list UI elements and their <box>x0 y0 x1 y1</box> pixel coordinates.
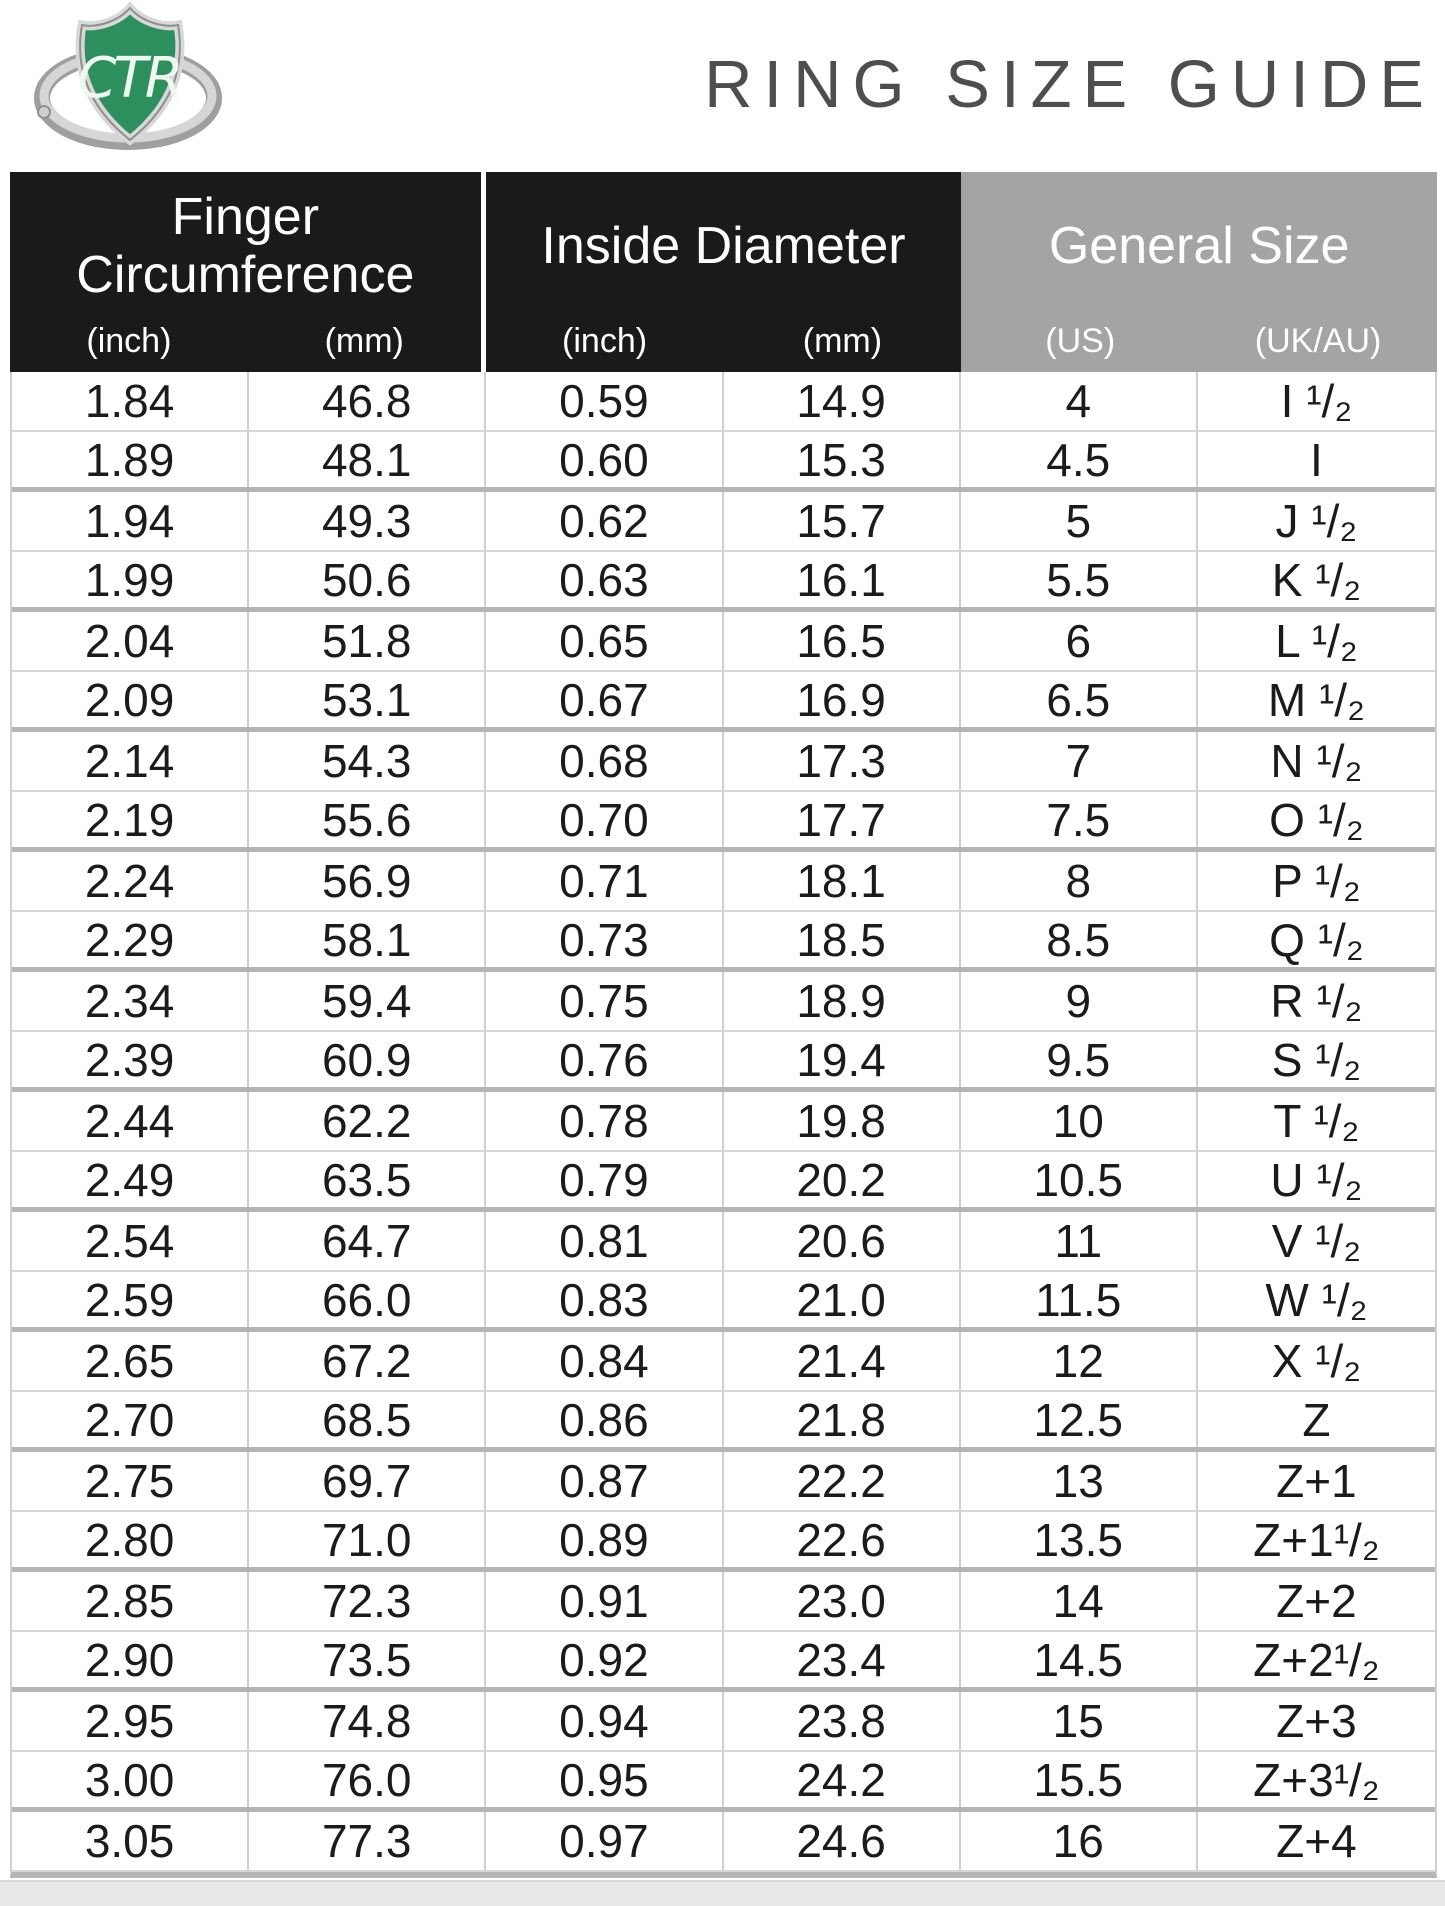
cell-size-us: 16 <box>961 1812 1198 1870</box>
cell-diameter-mm: 18.5 <box>724 912 961 967</box>
cell-circumference-inch: 2.09 <box>12 672 249 727</box>
cell-diameter-mm: 16.5 <box>724 612 961 670</box>
cell-circumference-mm: 53.1 <box>249 672 486 727</box>
cell-diameter-inch: 0.76 <box>486 1032 723 1087</box>
cell-circumference-mm: 66.0 <box>249 1272 486 1327</box>
logo-text: CTR <box>77 46 181 111</box>
unit-circumference-mm: (mm) <box>248 320 486 372</box>
page-title: RING SIZE GUIDE <box>704 47 1435 122</box>
table-row <box>12 972 1435 1032</box>
cell-diameter-inch: 0.67 <box>486 672 723 727</box>
cell-circumference-inch: 2.49 <box>12 1152 249 1207</box>
cell-circumference-mm: 69.7 <box>249 1452 486 1510</box>
group-finger-circumference: Finger Circumference <box>10 172 486 320</box>
cell-size-uk-au: Z+3¹/₂ <box>1253 1753 1380 1806</box>
cell-size-uk-au: R ¹/₂ <box>1270 975 1363 1027</box>
cell-diameter-mm: 24.2 <box>724 1752 961 1807</box>
cell-circumference-mm: 56.9 <box>249 852 486 910</box>
table-row <box>12 792 1435 852</box>
cell-size-us: 15.5 <box>961 1752 1198 1807</box>
cell-circumference-mm: 60.9 <box>249 1032 486 1087</box>
cell-size-uk-au: Z+2 <box>1276 1575 1357 1627</box>
cell-size-us: 4 <box>961 372 1198 430</box>
table-row <box>12 1212 1435 1272</box>
cell-size-uk-au: S ¹/₂ <box>1271 1033 1362 1086</box>
cell-circumference-mm: 67.2 <box>249 1332 486 1390</box>
cell-circumference-mm: 62.2 <box>249 1092 486 1150</box>
cell-diameter-inch: 0.78 <box>486 1092 723 1150</box>
cell-diameter-mm: 23.4 <box>724 1632 961 1687</box>
units-row <box>10 320 1437 372</box>
table-row <box>12 732 1435 792</box>
unit-size-uk-au: (UK/AU) <box>1199 320 1437 372</box>
cell-circumference-inch: 1.84 <box>12 372 249 430</box>
cell-diameter-mm: 21.0 <box>724 1272 961 1327</box>
table-row <box>12 1692 1435 1752</box>
table-row <box>12 1812 1435 1872</box>
cell-diameter-inch: 0.71 <box>486 852 723 910</box>
cell-circumference-inch: 2.90 <box>12 1632 249 1687</box>
cell-size-us: 11 <box>961 1212 1198 1270</box>
cell-circumference-inch: 2.19 <box>12 792 249 847</box>
table-rows <box>10 372 1437 1878</box>
cell-circumference-inch: 3.00 <box>12 1752 249 1807</box>
cell-circumference-inch: 3.05 <box>12 1812 249 1870</box>
cell-size-us: 5 <box>961 492 1198 550</box>
cell-diameter-inch: 0.87 <box>486 1452 723 1510</box>
cell-diameter-mm: 18.1 <box>724 852 961 910</box>
table-row <box>12 672 1435 732</box>
unit-size-us: (US) <box>961 320 1199 372</box>
cell-diameter-inch: 0.89 <box>486 1512 723 1567</box>
ring-size-table <box>10 172 1437 1878</box>
cell-size-us: 5.5 <box>961 552 1198 607</box>
group-inside-diameter: Inside Diameter <box>486 172 962 320</box>
cell-diameter-mm: 17.7 <box>724 792 961 847</box>
cell-circumference-inch: 1.89 <box>12 432 249 487</box>
cell-diameter-inch: 0.79 <box>486 1152 723 1207</box>
cell-diameter-mm: 21.4 <box>724 1332 961 1390</box>
cell-circumference-inch: 2.14 <box>12 732 249 790</box>
cell-diameter-mm: 16.1 <box>724 552 961 607</box>
table-row <box>12 1512 1435 1572</box>
cell-diameter-inch: 0.63 <box>486 552 723 607</box>
cell-size-uk-au: K ¹/₂ <box>1271 553 1362 606</box>
cell-size-us: 14.5 <box>961 1632 1198 1687</box>
cell-size-us: 7 <box>961 732 1198 790</box>
cell-diameter-mm: 19.4 <box>724 1032 961 1087</box>
cell-circumference-mm: 72.3 <box>249 1572 486 1630</box>
cell-diameter-mm: 23.0 <box>724 1572 961 1630</box>
unit-diameter-mm: (mm) <box>723 320 961 372</box>
cell-size-uk-au: N ¹/₂ <box>1270 735 1363 787</box>
cell-size-uk-au: V ¹/₂ <box>1271 1215 1362 1267</box>
cell-circumference-mm: 59.4 <box>249 972 486 1030</box>
cell-circumference-mm: 74.8 <box>249 1692 486 1750</box>
cell-circumference-inch: 2.70 <box>12 1392 249 1447</box>
table-row <box>12 1392 1435 1452</box>
cell-size-uk-au: U ¹/₂ <box>1270 1153 1363 1206</box>
cell-size-uk-au: J ¹/₂ <box>1275 495 1358 547</box>
table-row <box>12 1632 1435 1692</box>
cell-size-uk-au: W ¹/₂ <box>1265 1273 1368 1326</box>
cell-circumference-mm: 55.6 <box>249 792 486 847</box>
cell-diameter-inch: 0.81 <box>486 1212 723 1270</box>
cell-circumference-inch: 1.94 <box>12 492 249 550</box>
cell-size-uk-au: Q ¹/₂ <box>1269 913 1364 966</box>
cell-diameter-inch: 0.65 <box>486 612 723 670</box>
cell-size-uk-au: Z <box>1302 1393 1331 1446</box>
table-row <box>12 552 1435 612</box>
cell-diameter-mm: 20.2 <box>724 1152 961 1207</box>
cell-diameter-mm: 20.6 <box>724 1212 961 1270</box>
table-row <box>12 912 1435 972</box>
cell-size-us: 8.5 <box>961 912 1198 967</box>
ctr-ring-logo <box>26 2 236 158</box>
table-row <box>12 372 1435 432</box>
cell-circumference-inch: 2.95 <box>12 1692 249 1750</box>
cell-size-uk-au: Z+1 <box>1276 1455 1357 1507</box>
cell-size-us: 12.5 <box>961 1392 1198 1447</box>
cell-diameter-mm: 21.8 <box>724 1392 961 1447</box>
cell-diameter-inch: 0.70 <box>486 792 723 847</box>
cell-size-uk-au: Z+2¹/₂ <box>1253 1633 1380 1686</box>
cell-size-us: 13.5 <box>961 1512 1198 1567</box>
cell-diameter-mm: 17.3 <box>724 732 961 790</box>
cell-diameter-mm: 22.2 <box>724 1452 961 1510</box>
table-row <box>12 1152 1435 1212</box>
cell-diameter-mm: 16.9 <box>724 672 961 727</box>
cell-circumference-mm: 46.8 <box>249 372 486 430</box>
cell-circumference-inch: 2.04 <box>12 612 249 670</box>
cell-size-uk-au: Z+1¹/₂ <box>1253 1513 1380 1566</box>
cell-circumference-mm: 49.3 <box>249 492 486 550</box>
cell-circumference-inch: 2.75 <box>12 1452 249 1510</box>
footer-strip <box>0 1880 1445 1906</box>
cell-circumference-mm: 76.0 <box>249 1752 486 1807</box>
cell-diameter-inch: 0.92 <box>486 1632 723 1687</box>
table-row <box>12 1332 1435 1392</box>
table-row <box>12 1092 1435 1152</box>
cell-diameter-inch: 0.68 <box>486 732 723 790</box>
cell-circumference-mm: 50.6 <box>249 552 486 607</box>
cell-diameter-mm: 15.3 <box>724 432 961 487</box>
table-row <box>12 1452 1435 1512</box>
table-row <box>12 1032 1435 1092</box>
cell-diameter-inch: 0.91 <box>486 1572 723 1630</box>
cell-size-us: 6.5 <box>961 672 1198 727</box>
cell-diameter-inch: 0.86 <box>486 1392 723 1447</box>
cell-size-uk-au: P ¹/₂ <box>1272 855 1361 907</box>
cell-circumference-inch: 2.54 <box>12 1212 249 1270</box>
cell-size-uk-au: T ¹/₂ <box>1273 1095 1360 1147</box>
cell-size-uk-au: Z+4 <box>1276 1815 1357 1867</box>
cell-size-uk-au: I ¹/₂ <box>1280 375 1353 427</box>
cell-diameter-mm: 23.8 <box>724 1692 961 1750</box>
cell-diameter-mm: 22.6 <box>724 1512 961 1567</box>
cell-diameter-inch: 0.59 <box>486 372 723 430</box>
cell-size-us: 9.5 <box>961 1032 1198 1087</box>
cell-diameter-inch: 0.75 <box>486 972 723 1030</box>
cell-circumference-mm: 48.1 <box>249 432 486 487</box>
cell-diameter-inch: 0.73 <box>486 912 723 967</box>
cell-size-us: 8 <box>961 852 1198 910</box>
unit-circumference-inch: (inch) <box>10 320 248 372</box>
cell-size-us: 7.5 <box>961 792 1198 847</box>
cell-circumference-mm: 63.5 <box>249 1152 486 1207</box>
cell-circumference-mm: 51.8 <box>249 612 486 670</box>
cell-diameter-mm: 14.9 <box>724 372 961 430</box>
table-row <box>12 612 1435 672</box>
cell-diameter-mm: 24.6 <box>724 1812 961 1870</box>
cell-diameter-mm: 19.8 <box>724 1092 961 1150</box>
table-row <box>12 1752 1435 1812</box>
cell-diameter-inch: 0.97 <box>486 1812 723 1870</box>
cell-diameter-mm: 18.9 <box>724 972 961 1030</box>
table-row <box>12 492 1435 552</box>
cell-circumference-inch: 2.59 <box>12 1272 249 1327</box>
cell-circumference-inch: 2.34 <box>12 972 249 1030</box>
cell-size-us: 13 <box>961 1452 1198 1510</box>
cell-diameter-inch: 0.83 <box>486 1272 723 1327</box>
cell-size-uk-au: Z+3 <box>1276 1695 1357 1747</box>
table-row <box>12 852 1435 912</box>
cell-circumference-inch: 2.24 <box>12 852 249 910</box>
cell-circumference-inch: 2.85 <box>12 1572 249 1630</box>
cell-size-uk-au: X ¹/₂ <box>1271 1335 1362 1387</box>
table-row <box>12 1272 1435 1332</box>
cell-size-us: 4.5 <box>961 432 1198 487</box>
cell-circumference-mm: 54.3 <box>249 732 486 790</box>
group-header-row <box>10 172 1437 320</box>
group-general-size: General Size <box>961 172 1437 320</box>
cell-size-us: 10.5 <box>961 1152 1198 1207</box>
cell-circumference-mm: 71.0 <box>249 1512 486 1567</box>
cell-size-us: 15 <box>961 1692 1198 1750</box>
cell-circumference-mm: 68.5 <box>249 1392 486 1447</box>
cell-size-us: 10 <box>961 1092 1198 1150</box>
cell-diameter-inch: 0.95 <box>486 1752 723 1807</box>
cell-size-us: 14 <box>961 1572 1198 1630</box>
cell-diameter-inch: 0.84 <box>486 1332 723 1390</box>
cell-circumference-inch: 1.99 <box>12 552 249 607</box>
cell-circumference-inch: 2.39 <box>12 1032 249 1087</box>
ring-image <box>26 2 236 158</box>
band-adjuster <box>38 106 50 118</box>
cell-diameter-mm: 15.7 <box>724 492 961 550</box>
table-row <box>12 432 1435 492</box>
table-row <box>12 1572 1435 1632</box>
cell-diameter-inch: 0.62 <box>486 492 723 550</box>
cell-size-uk-au: M ¹/₂ <box>1267 673 1365 726</box>
cell-diameter-inch: 0.94 <box>486 1692 723 1750</box>
cell-circumference-mm: 64.7 <box>249 1212 486 1270</box>
cell-size-uk-au: I <box>1310 433 1323 486</box>
cell-circumference-mm: 73.5 <box>249 1632 486 1687</box>
cell-diameter-inch: 0.60 <box>486 432 723 487</box>
cell-size-uk-au: L ¹/₂ <box>1275 615 1358 667</box>
cell-circumference-inch: 2.65 <box>12 1332 249 1390</box>
cell-size-uk-au: O ¹/₂ <box>1269 793 1364 846</box>
cell-circumference-inch: 2.44 <box>12 1092 249 1150</box>
cell-circumference-inch: 2.29 <box>12 912 249 967</box>
unit-diameter-inch: (inch) <box>486 320 724 372</box>
cell-circumference-mm: 58.1 <box>249 912 486 967</box>
cell-size-us: 9 <box>961 972 1198 1030</box>
cell-circumference-mm: 77.3 <box>249 1812 486 1870</box>
cell-size-us: 12 <box>961 1332 1198 1390</box>
cell-circumference-inch: 2.80 <box>12 1512 249 1567</box>
cell-size-us: 11.5 <box>961 1272 1198 1327</box>
cell-size-us: 6 <box>961 612 1198 670</box>
